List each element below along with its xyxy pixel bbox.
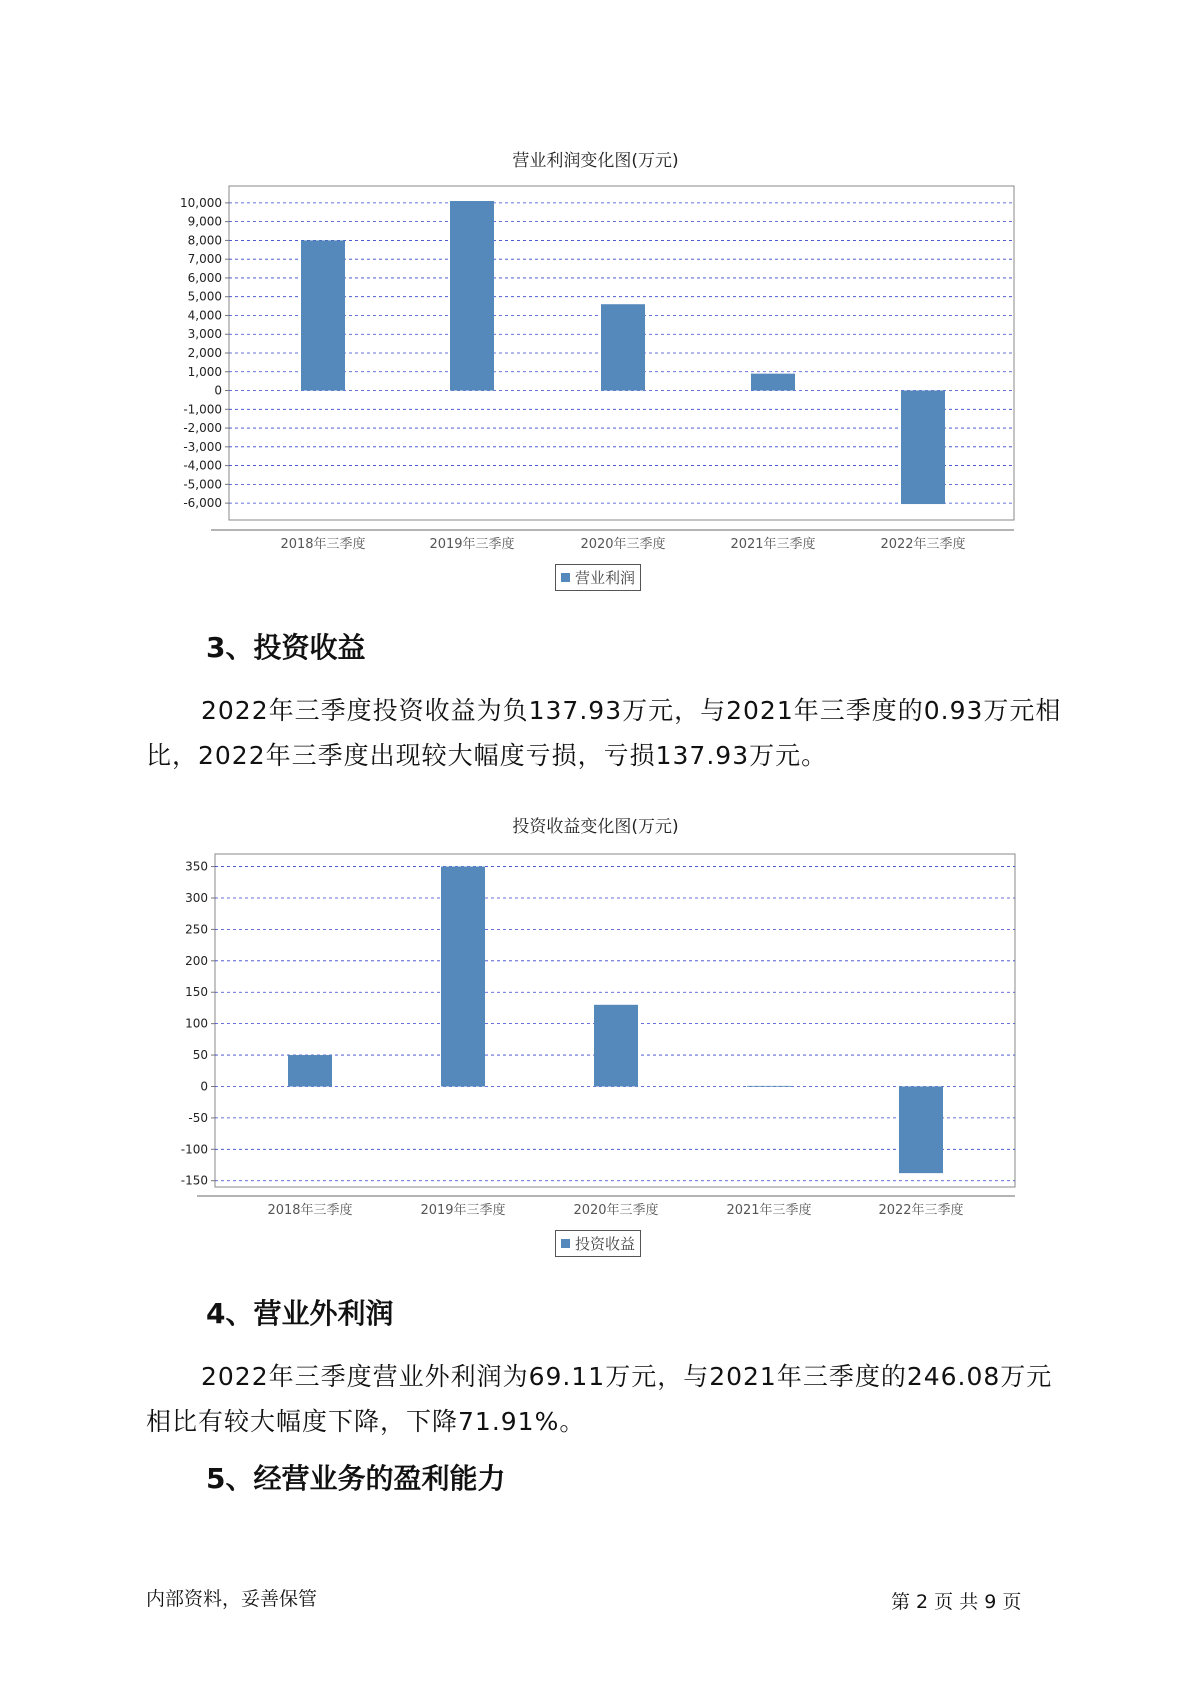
section-4-heading: 4、营业外利润	[206, 1297, 394, 1330]
y-tick-label: -3,000	[183, 439, 222, 454]
y-tick-label: 150	[185, 985, 208, 1000]
section-3-text: 2022年三季度投资收益为负137.93万元，与2021年三季度的0.93万元相比，2022年三季度出现较大幅度亏损，亏损137.93万元。	[146, 696, 1062, 770]
y-tick-label: -150	[180, 1173, 208, 1188]
legend-label: 投资收益	[575, 1235, 636, 1253]
bar	[441, 867, 485, 1087]
y-tick-label: 8,000	[187, 233, 222, 248]
y-tick-label: 10,000	[180, 195, 222, 210]
chart-title: 营业利润变化图(万元)	[512, 151, 679, 171]
legend-swatch	[561, 1239, 570, 1248]
y-tick-label: -1,000	[183, 402, 222, 417]
y-tick-label: 9,000	[187, 214, 222, 229]
x-tick-label: 2018年三季度	[280, 537, 366, 552]
y-tick-label: 6,000	[187, 270, 222, 285]
x-tick-label: 2020年三季度	[573, 1203, 659, 1218]
x-tick-label: 2021年三季度	[726, 1203, 812, 1218]
footer-page-number: 第 2 页 共 9 页	[891, 1591, 1022, 1613]
y-tick-label: 300	[185, 890, 208, 905]
y-tick-label: 200	[185, 953, 208, 968]
section-5-heading: 5、经营业务的盈利能力	[206, 1462, 506, 1495]
legend-label: 营业利润	[575, 569, 636, 587]
y-tick-label: -100	[180, 1142, 208, 1157]
y-tick-label: 0	[214, 383, 222, 398]
y-tick-label: 5,000	[187, 289, 222, 304]
y-tick-label: 3,000	[187, 327, 222, 342]
bar	[899, 1086, 943, 1173]
x-tick-label: 2020年三季度	[580, 537, 666, 552]
x-tick-label: 2021年三季度	[730, 537, 816, 552]
section-3-heading: 3、投资收益	[206, 631, 366, 664]
y-tick-label: 350	[185, 859, 208, 874]
chart-title: 投资收益变化图(万元)	[512, 817, 679, 837]
y-tick-label: -4,000	[183, 458, 222, 473]
x-tick-label: 2019年三季度	[429, 537, 515, 552]
chart-legend	[555, 1230, 641, 1257]
bar	[288, 1055, 332, 1086]
y-tick-label: -2,000	[183, 421, 222, 436]
x-tick-label: 2018年三季度	[267, 1203, 353, 1218]
y-tick-label: 7,000	[187, 252, 222, 267]
y-tick-label: 100	[185, 1016, 208, 1031]
y-tick-label: 2,000	[187, 346, 222, 360]
y-tick-label: -6,000	[183, 496, 222, 511]
section-4-paragraph	[146, 1354, 1076, 1444]
y-tick-label: 250	[185, 922, 208, 937]
x-tick-label: 2022年三季度	[880, 537, 966, 552]
footer-confidential-note: 内部资料，妥善保管	[146, 1588, 318, 1610]
x-tick-label: 2019年三季度	[420, 1203, 506, 1218]
y-tick-label: 1,000	[187, 364, 222, 379]
x-tick-label: 2022年三季度	[878, 1203, 964, 1218]
y-tick-label: 50	[192, 1048, 208, 1063]
bar	[747, 1086, 791, 1087]
bar	[594, 1005, 638, 1087]
y-tick-label: 4,000	[187, 308, 222, 323]
y-tick-label: 0	[200, 1079, 208, 1094]
y-tick-label: -5,000	[183, 477, 222, 492]
y-tick-label: -50	[188, 1110, 208, 1125]
section-4-text: 2022年三季度营业外利润为69.11万元，与2021年三季度的246.08万元相比有较大幅度下降，下降71.91%。	[146, 1362, 1053, 1436]
